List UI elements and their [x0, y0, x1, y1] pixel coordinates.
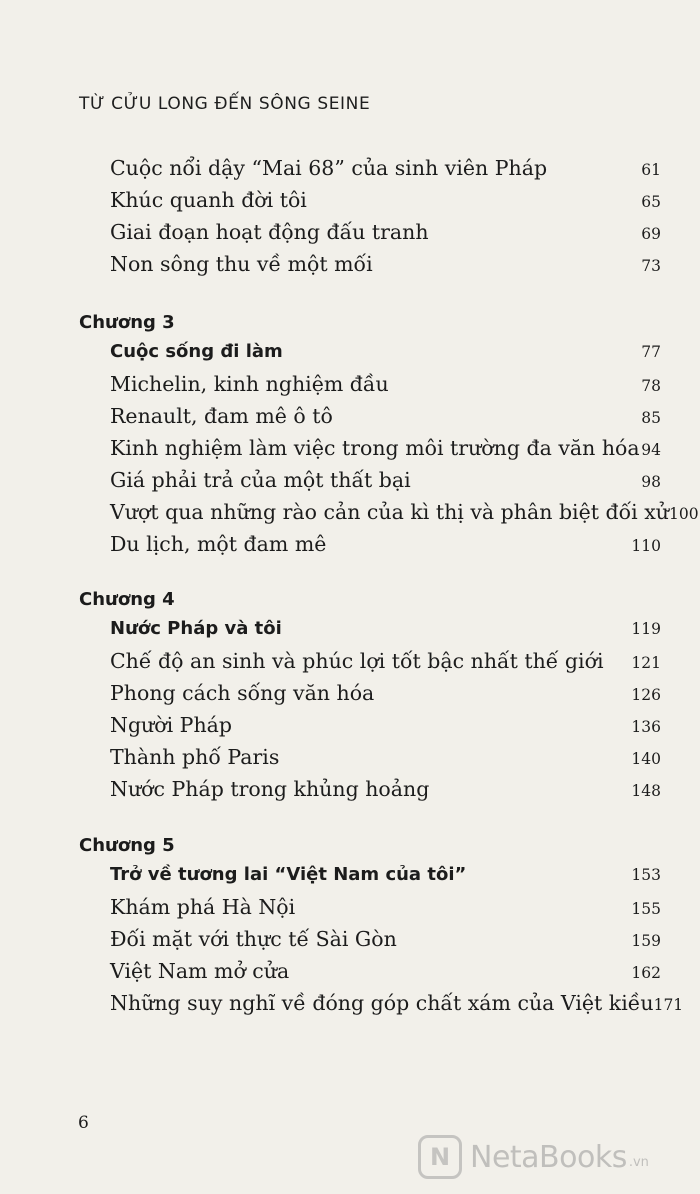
toc-section-page: 119	[631, 620, 661, 638]
chapter-heading: Chương 4	[79, 589, 175, 610]
toc-section-title: Nước Pháp và tôi	[110, 618, 282, 639]
watermark-text: NetaBooks	[470, 1139, 627, 1175]
toc-entry	[110, 959, 661, 989]
toc-entry-title: Giá phải trả của một thất bại	[110, 468, 411, 492]
chapter-heading: Chương 3	[79, 312, 175, 333]
toc-section-title: Cuộc sống đi làm	[110, 341, 283, 362]
toc-entry	[110, 220, 661, 250]
toc-entry	[110, 404, 661, 434]
toc-entry-page: 155	[631, 900, 661, 918]
toc-entry-title: Những suy nghĩ về đóng góp chất xám của Việt kiều	[110, 991, 654, 1015]
toc-entry-title: Cuộc nổi dậy “Mai 68” của sinh viên Pháp	[110, 156, 548, 180]
toc-entry-page: 85	[641, 409, 661, 427]
running-header: TỪ CỬU LONG ĐẾN SÔNG SEINE	[79, 94, 371, 114]
toc-entry-page: 94	[641, 441, 661, 459]
toc-entry-page: 148	[631, 782, 661, 800]
toc-entry	[110, 927, 661, 957]
toc-entry-page: 78	[641, 377, 661, 395]
toc-entry-title: Người Pháp	[110, 713, 233, 737]
toc-entry-page: 65	[641, 193, 661, 211]
toc-entry-title: Giai đoạn hoạt động đấu tranh	[110, 220, 429, 244]
toc-entry	[110, 991, 684, 1021]
toc-entry-title: Renault, đam mê ô tô	[110, 404, 333, 428]
toc-entry-title: Đối mặt với thực tế Sài Gòn	[110, 927, 397, 951]
toc-section-page: 153	[631, 866, 661, 884]
toc-entry	[110, 681, 661, 711]
toc-entry	[110, 532, 661, 562]
toc-entry-title: Vượt qua những rào cản của kì thị và phân biệt đối xử	[110, 500, 670, 524]
netabooks-logo-icon: N	[418, 1135, 462, 1179]
toc-entry-title: Non sông thu về một mối	[110, 252, 373, 276]
toc-entry-page: 159	[631, 932, 661, 950]
toc-entry-title: Thành phố Paris	[110, 745, 280, 769]
toc-entry-page: 162	[631, 964, 661, 982]
toc-entry-title: Du lịch, một đam mê	[110, 532, 327, 556]
toc-entry-page: 69	[641, 225, 661, 243]
toc-section	[110, 864, 661, 894]
toc-entry	[110, 713, 661, 743]
toc-entry-page: 121	[631, 654, 661, 672]
toc-section	[110, 618, 661, 648]
toc-entry-page: 73	[641, 257, 661, 275]
toc-entry-page: 126	[631, 686, 661, 704]
toc-entry-page: 140	[631, 750, 661, 768]
toc-entry-page: 171	[653, 996, 684, 1014]
toc-entry-page: 98	[641, 473, 661, 491]
toc-entry-title: Kinh nghiệm làm việc trong môi trường đa văn hóa	[110, 436, 640, 460]
toc-entry-title: Chế độ an sinh và phúc lợi tốt bậc nhất thế giới	[110, 649, 604, 673]
toc-entry	[110, 372, 661, 402]
toc-entry-page: 136	[631, 718, 661, 736]
toc-entry-title: Khúc quanh đời tôi	[110, 188, 307, 212]
toc-entry	[110, 188, 661, 218]
toc-entry-title: Nước Pháp trong khủng hoảng	[110, 777, 430, 801]
toc-entry	[110, 745, 661, 775]
toc-entry	[110, 649, 661, 679]
toc-entry-title: Michelin, kinh nghiệm đầu	[110, 372, 389, 396]
page-number: 6	[78, 1113, 89, 1133]
toc-entry-page: 100	[669, 505, 699, 523]
toc-entry	[110, 156, 661, 186]
toc-section	[110, 341, 661, 371]
chapter-heading: Chương 5	[79, 835, 175, 856]
toc-entry-title: Khám phá Hà Nội	[110, 895, 296, 919]
toc-entry-title: Phong cách sống văn hóa	[110, 681, 375, 705]
toc-entry-title: Việt Nam mở cửa	[110, 959, 290, 983]
toc-entry	[110, 252, 661, 282]
toc-entry	[110, 500, 699, 530]
watermark-tld: .vn	[628, 1155, 649, 1170]
toc-entry	[110, 895, 661, 925]
toc-entry	[110, 777, 661, 807]
toc-section-page: 77	[641, 343, 661, 361]
toc-entry	[110, 436, 661, 466]
toc-entry-page: 61	[641, 161, 661, 179]
toc-entry-page: 110	[631, 537, 661, 555]
toc-entry	[110, 468, 661, 498]
toc-section-title: Trở về tương lai “Việt Nam của tôi”	[110, 864, 467, 885]
netabooks-watermark	[418, 1130, 694, 1184]
